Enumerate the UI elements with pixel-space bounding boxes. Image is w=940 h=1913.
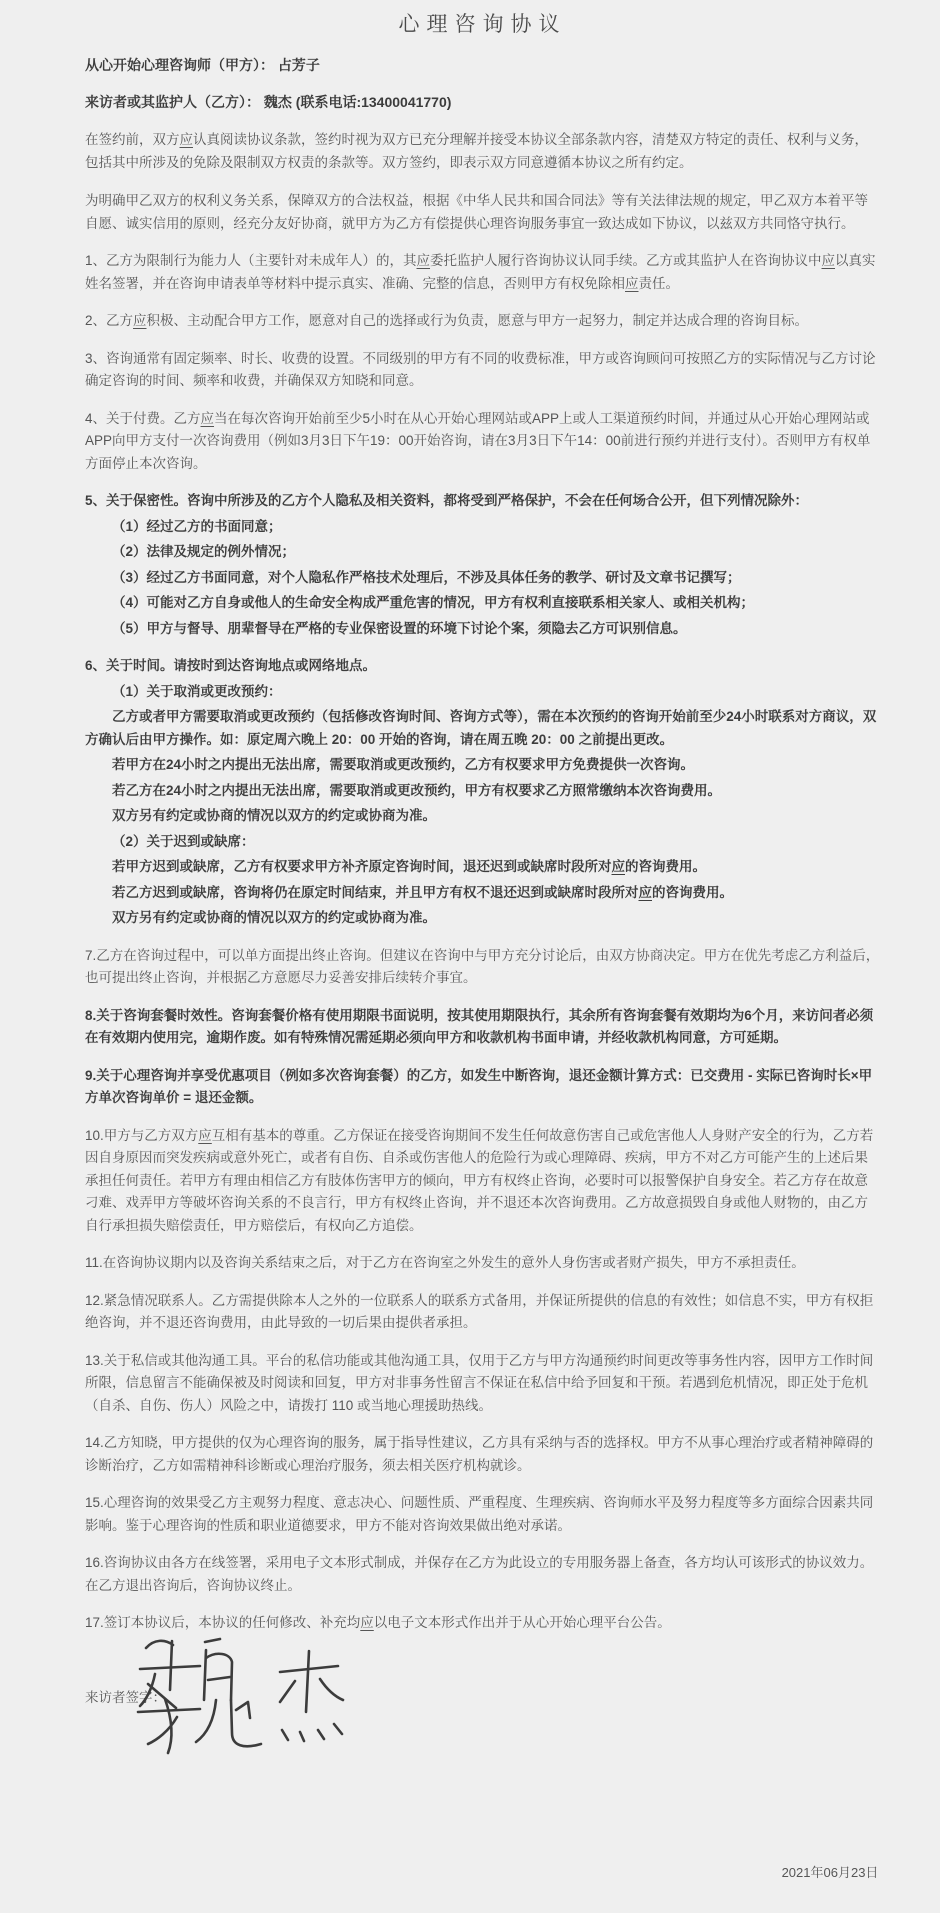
agreement-paragraph: （4）可能对乙方自身或他人的生命安全构成严重危害的情况，甲方有权利直接联系相关家人、或相关机构；: [112, 595, 755, 610]
agreement-paragraph: 9.关于心理咨询并享受优惠项目（例如多次咨询套餐）的乙方，如发生中断咨询，退还金额计算方式：已交费用 - 实际已咨询时长×甲方单次咨询单价 = 退还金额。: [85, 1067, 873, 1105]
agreement-paragraph: （2）法律及规定的例外情况；: [112, 544, 296, 559]
agreement-paragraph: 11.在咨询协议期内以及咨询关系结束之后，对于乙方在咨询室之外发生的意外人身伤害或者财产损失，甲方不承担责任。: [85, 1255, 805, 1270]
signing-date: 2021年06月23日: [781, 1865, 879, 1880]
party-b-line: 来访者或其监护人（乙方）： 魏杰 (联系电话:13400041770): [85, 93, 452, 110]
agreement-paragraph: 在签约前，双方应认真阅读协议条款，签约时视为双方已充分理解并接受本协议全部条款内容，清楚双方特定的责任、权利与义务，包括其中所涉及的免除及限制双方权责的条款等。双方签约，即表示双方同意遵循本协议之所有约定。: [85, 132, 868, 170]
agreement-paragraph: （3）经过乙方书面同意，对个人隐私作严格技术处理后，不涉及具体任务的教学、研讨及文章书记撰写；: [112, 569, 741, 585]
agreement-paragraph: 14.乙方知晓，甲方提供的仅为心理咨询的服务，属于指导性建议，乙方具有采纳与否的选择权。甲方不从事心理治疗或者精神障碍的诊断治疗，乙方如需精神科诊断或心理治疗服务，须去相关医疗机构就诊。: [85, 1435, 874, 1473]
agreement-paragraph: 5、关于保密性。咨询中所涉及的乙方个人隐私及相关资料，都将受到严格保护，不会在任何场合公开，但下列情况除外：: [85, 493, 809, 508]
agreement-paragraph: 为明确甲乙双方的权利义务关系，保障双方的合法权益，根据《中华人民共和国合同法》等有关法律法规的规定，甲乙双方本着平等自愿、诚实信用的原则，经充分友好协商，就甲方为乙方有偿提供心理咨询服务事宜一致达成如下协议，以兹双方共同恪守执行。: [85, 193, 868, 231]
agreement-paragraph: 8.关于咨询套餐时效性。咨询套餐价格有使用期限书面说明，按其使用期限执行，其余所有咨询套餐有效期均为6个月，来访问者必须在有效期内使用完，逾期作废。如有特殊情况需延期必须向甲方和收款机构书面申请，并经收款机构同意，方可延期。: [85, 1007, 874, 1045]
agreement-paragraph: 4、关于付费。乙方应当在每次咨询开始前至少5小时在从心开始心理网站或APP上或人工渠道预约时间，并通过从心开始心理网站或APP向甲方支付一次咨询费用（例如3月3日下午19：00开始咨询，请在3月3日下午14：00前进行预约并进行支付）。否则甲方有权单方面停止本次咨询。: [85, 410, 871, 471]
agreement-paragraph: （1）关于取消或更改预约：: [112, 683, 282, 699]
agreement-paragraph: 15.心理咨询的效果受乙方主观努力程度、意志决心、问题性质、严重程度、生理疾病、咨询师水平及努力程度等多方面综合因素共同影响。鉴于心理咨询的性质和职业道德要求，甲方不能对咨询效果做出绝对承诺。: [85, 1495, 874, 1533]
agreement-paragraph: （2）关于迟到或缺席：: [112, 833, 255, 849]
agreement-paragraph: 若甲方迟到或缺席，乙方有权要求甲方补齐原定咨询时间，退还迟到或缺席时段所对应的咨询费用。: [112, 859, 706, 874]
agreement-paragraph: 10.甲方与乙方双方应互相有基本的尊重。乙方保证在接受咨询期间不发生任何故意伤害自己或危害他人人身财产安全的行为，乙方若因自身原因而突发疾病或意外死亡，或者有自伤、自杀或伤害他人的危险行为或心理障碍、疾病，甲方不对乙方可能产生的上述后果承担任何责任。若甲方有理由相信乙方有肢体伤害甲方的倾向，甲方有权终止咨询，必要时可以报警保护自身安全。若乙方存在故意刁难、戏弄甲方等破坏咨询关系的不良言行，甲方有权终止咨询，并不退还本次咨询费用。乙方故意损毁自身或他人财物的，由乙方自行承担损失赔偿责任，甲方赔偿后，有权向乙方追偿。: [85, 1127, 874, 1233]
page-title: 心理咨询协议: [398, 13, 567, 36]
agreement-paragraph: 13.关于私信或其他沟通工具。平台的私信功能或其他沟通工具，仅用于乙方与甲方沟通预约时间更改等事务性内容，因甲方工作时间所限，信息留言不能确保被及时阅读和回复，甲方对非事务性留言不保证在私信中给予回复和干预。若遇到危机情况，即正处于危机（自杀、自伤、伤人）风险之中，请拨打 110 或当地心理援助热线。: [85, 1352, 874, 1413]
visitor-signature-label: 来访者签字：: [85, 1689, 166, 1705]
agreement-paragraph: 6、关于时间。请按时到达咨询地点或网络地点。: [85, 658, 377, 673]
agreement-paragraph: 若甲方在24小时之内提出无法出席，需要取消或更改预约，乙方有权要求甲方免费提供一次咨询。: [112, 757, 695, 772]
agreement-paragraph: 乙方或者甲方需要取消或更改预约（包括修改咨询时间、咨询方式等），需在本次预约的咨询开始前至少24小时联系对方商议，双方确认后由甲方操作。如：原定周六晚上 20：00 开始的咨询，请在周五晚 20：00 之前提出更改。: [85, 709, 877, 747]
party-a-line: 从心开始心理咨询师（甲方）： 占芳子: [85, 57, 320, 73]
agreement-paragraph: 双方另有约定或协商的情况以双方的约定或协商为准。: [112, 808, 436, 823]
agreement-paragraph: 16.咨询协议由各方在线签署，采用电子文本形式制成，并保存在乙方为此设立的专用服务器上备查，各方均认可该形式的协议效力。在乙方退出咨询后，咨询协议终止。: [85, 1555, 874, 1593]
agreement-paragraph: 17.签订本协议后，本协议的任何修改、补充均应以电子文本形式作出并于从心开始心理平台公告。: [85, 1615, 671, 1630]
agreement-paragraph: 2、乙方应积极、主动配合甲方工作，愿意对自己的选择或行为负责，愿意与甲方一起努力，制定并达成合理的咨询目标。: [85, 313, 809, 328]
agreement-paragraph: （5）甲方与督导、朋辈督导在严格的专业保密设置的环境下讨论个案，须隐去乙方可识别信息。: [112, 620, 687, 636]
agreement-paragraph: 若乙方迟到或缺席，咨询将仍在原定时间结束，并且甲方有权不退还迟到或缺席时段所对应的咨询费用。: [112, 884, 733, 900]
agreement-paragraph: （1）经过乙方的书面同意；: [112, 518, 282, 534]
agreement-paragraph: 3、咨询通常有固定频率、时长、收费的设置。不同级别的甲方有不同的收费标准，甲方或咨询顾问可按照乙方的实际情况与乙方讨论确定咨询的时间、频率和收费，并确保双方知晓和同意。: [85, 350, 876, 388]
handwritten-signature-weijie: [132, 1612, 350, 1764]
agreement-paragraph: 7.乙方在咨询过程中，可以单方面提出终止咨询。但建议在咨询中与甲方充分讨论后，由双方协商决定。甲方在优先考虑乙方利益后，也可提出终止咨询，并根据乙方意愿尽力妥善安排后续转介事宜。: [85, 947, 880, 985]
agreement-body: [85, 129, 880, 1635]
agreement-paragraph: 1、乙方为限制行为能力人（主要针对未成年人）的，其应委托监护人履行咨询协议认同手续。乙方或其监护人在咨询协议中应以真实姓名签署，并在咨询申请表单等材料中提示真实、准确、完整的信息，否则甲方有权免除相应责任。: [85, 253, 876, 291]
agreement-paragraph: 双方另有约定或协商的情况以双方的约定或协商为准。: [112, 910, 436, 925]
agreement-paragraph: 12.紧急情况联系人。乙方需提供除本人之外的一位联系人的联系方式备用，并保证所提供的信息的有效性；如信息不实，甲方有权拒绝咨询，并不退还咨询费用，由此导致的一切后果由提供者承担。: [85, 1292, 874, 1330]
agreement-paragraph: 若乙方在24小时之内提出无法出席，需要取消或更改预约，甲方有权要求乙方照常缴纳本次咨询费用。: [112, 782, 722, 798]
